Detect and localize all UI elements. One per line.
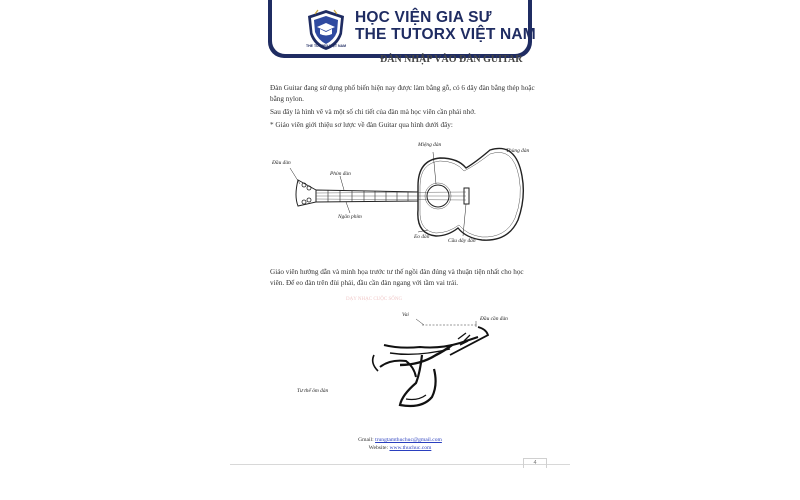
document-title: ĐÀN NHẬP VÀO ĐÀN GUITAR [380,54,523,65]
gmail-link[interactable]: trungtamthuchuc@gmail.com [375,437,442,443]
label-fret: Phím đàn [330,171,351,177]
footer-divider [230,464,570,465]
label-waist: Eo đàn [414,234,430,240]
label-body: Thùng đàn [506,148,530,154]
gmail-label: Gmail: [358,437,374,443]
guitar-diagram [268,140,548,250]
label-neck-head: Đầu cần đàn [480,316,508,322]
label-mouth: Miệng đàn [418,142,442,148]
paragraph-intro: Đàn Guitar đang sử dụng phổ biến hiện nay được làm bằng gỗ, có 6 dây đàn bằng thép hoặc bằng nylon. [270,84,535,103]
website-label: Website: [368,445,389,451]
label-shoulder: Vai [402,312,409,318]
paragraph-posture: Giáo viên hướng dẫn và minh họa trước tư thế ngồi đàn đúng và thuận tiện nhất cho học viên. Để eo đàn trên đùi phải, đầu cần đàn ngang với tầm vai trái. [270,268,524,287]
paragraph-instruction: * Giáo viên giới thiệu sơ lược về đàn Guitar qua hình dưới đây: [270,121,453,129]
watermark-text: DẠY NHẠC CUỘC SỐNG [346,297,403,302]
label-neck: Ngăn phím [338,214,362,220]
paragraph-details: Sau đây là hình vẽ và một số chi tiết của đàn mà học viên cần phải nhớ. [270,108,476,116]
posture-figure [360,305,500,415]
brand-name-line1: HỌC VIỆN GIA SƯ [355,9,492,26]
brand-name-line2: THE TUTORX VIỆT NAM [355,26,536,43]
page-number: 4 [523,458,547,468]
logo-caption: THE TUTORX VIỆT NAM [306,44,346,48]
footer-website [300,445,500,451]
label-head: Đầu đàn [272,160,291,166]
posture-caption: Tư thế ôm đàn [297,388,329,394]
label-bridge: Cầu dây đàn [448,238,476,244]
website-link[interactable]: www.thuchuc.com [389,445,432,451]
footer-gmail [300,437,500,443]
